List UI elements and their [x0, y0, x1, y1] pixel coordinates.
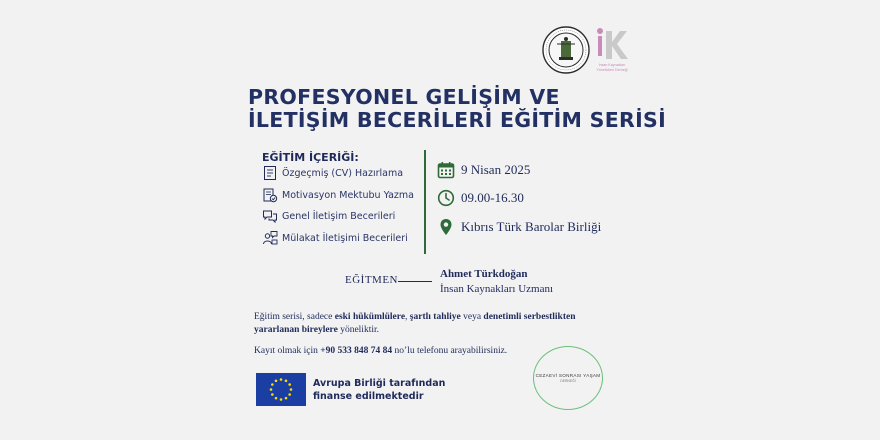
content-item-label: Mülakat İletişimi Becerileri — [282, 232, 408, 244]
cv-document-icon — [262, 165, 278, 181]
location-pin-icon — [437, 218, 455, 236]
trainer-name: Ahmet Türkdoğan — [440, 268, 528, 280]
bar-association-seal-logo — [542, 26, 590, 74]
registration-phone[interactable]: +90 533 848 74 84 — [320, 346, 393, 356]
post-prison-life-association-logo — [533, 346, 603, 410]
eligibility-emphasis-probation: denetimli serbestlikten yararlanan bireylere — [254, 312, 576, 335]
trainer-connector-line — [398, 281, 432, 282]
partner-logo-line1: CEZAEVİ SONRASI YAŞAM — [535, 373, 601, 378]
eligibility-text: , — [405, 312, 410, 322]
event-time-text: 09.00-16.30 — [461, 190, 524, 205]
event-location — [437, 217, 601, 237]
content-item-communication — [262, 208, 395, 224]
event-title-line1: PROFESYONEL GELİŞİM VE — [248, 85, 560, 109]
event-title-line2: İLETİŞİM BECERİLERİ EĞİTİM SERİSİ — [248, 108, 667, 132]
eligibility-emphasis-parole: şartlı tahliye — [409, 312, 461, 322]
letter-check-icon — [262, 187, 278, 203]
eu-star — [290, 388, 293, 391]
content-item-label: Motivasyon Mektubu Yazma — [282, 189, 414, 201]
eu-star — [288, 383, 291, 386]
eu-star — [280, 378, 283, 381]
content-item-cv — [262, 165, 403, 181]
eligibility-text: veya — [460, 312, 484, 322]
ik-association-logo — [592, 25, 632, 77]
eu-funding-line1: Avrupa Birliği tarafından — [313, 378, 446, 389]
ik-logo-line2: Yöneticileri Derneği — [596, 68, 628, 72]
speech-bubbles-icon — [262, 208, 278, 224]
eu-star — [280, 398, 283, 401]
divider-line — [424, 150, 426, 254]
interview-icon — [262, 230, 278, 246]
eligibility-text: Eğitim serisi, sadece — [254, 312, 335, 322]
trainer-label: EĞİTMEN — [345, 274, 398, 286]
eu-flag-logo — [256, 373, 306, 406]
clock-icon — [437, 189, 455, 207]
eligibility-emphasis-former-convicts: eski hükümlülere — [334, 312, 406, 322]
trainer-title: İnsan Kaynakları Uzmanı — [440, 283, 554, 295]
event-date — [437, 160, 530, 180]
content-heading: EĞİTİM İÇERİĞİ: — [262, 151, 359, 164]
eu-funding-line2: finanse edilmektedir — [313, 391, 424, 402]
content-item-label: Özgeçmiş (CV) Hazırlama — [282, 167, 404, 179]
event-time — [437, 188, 524, 208]
eu-star — [271, 383, 274, 386]
event-location-text: Kıbrıs Türk Barolar Birliği — [461, 219, 602, 234]
content-item-interview — [262, 230, 408, 246]
registration-text: Kayıt olmak için — [254, 346, 321, 356]
eu-star — [285, 397, 288, 400]
event-title — [248, 86, 666, 132]
calendar-icon — [437, 161, 455, 179]
eu-funding-text — [313, 377, 445, 403]
ik-logo-line1: İnsan Kaynakları — [598, 63, 626, 67]
eu-star — [275, 380, 278, 383]
eligibility-paragraph — [254, 311, 614, 337]
content-item-label: Genel İletişim Becerileri — [282, 210, 396, 222]
eu-star — [285, 380, 288, 383]
eu-star — [275, 397, 278, 400]
content-item-letter — [262, 187, 414, 203]
eligibility-text: yöneliktir. — [337, 325, 379, 335]
eu-star — [288, 393, 291, 396]
event-date-text: 9 Nisan 2025 — [461, 162, 531, 177]
registration-text: no’lu telefonu arayabilirsiniz. — [392, 346, 508, 356]
partner-logo-line2: DERNEĞİ — [560, 379, 576, 383]
eu-star — [271, 393, 274, 396]
eu-star — [270, 388, 273, 391]
